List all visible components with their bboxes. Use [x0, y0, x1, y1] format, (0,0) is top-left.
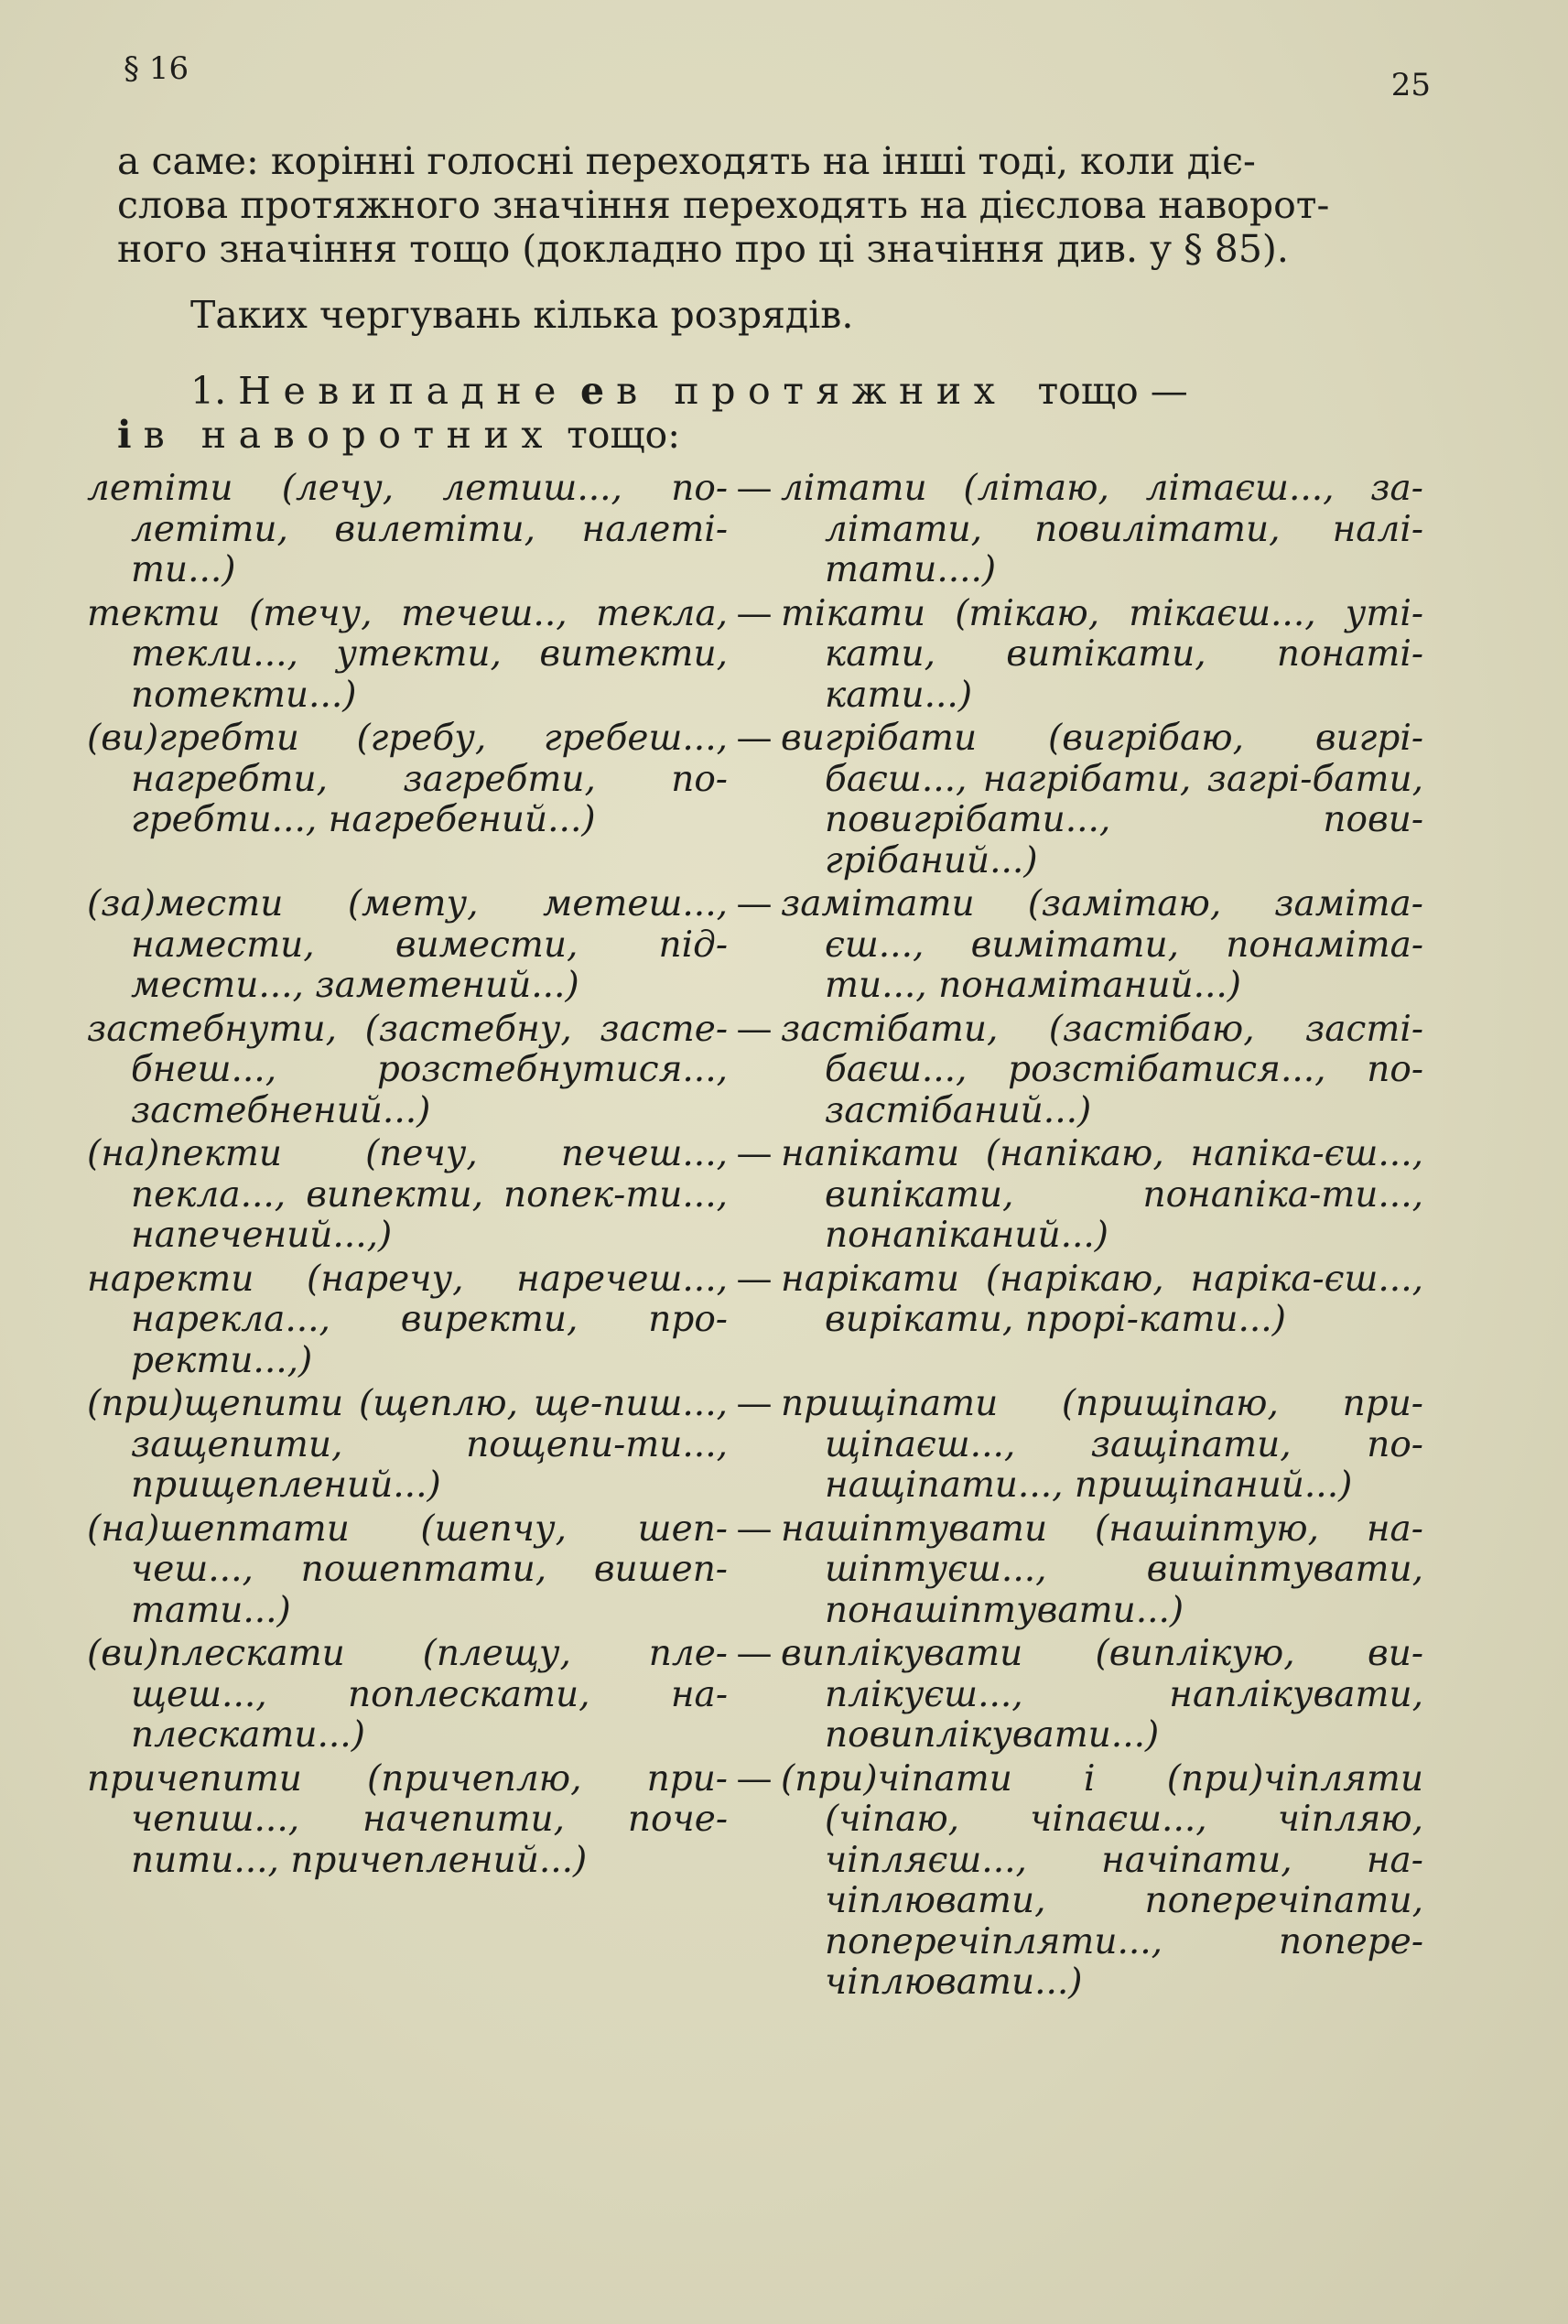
verb-pair-left: текти (течу, течеш.., текла, текли..., утекти, витекти, потекти...): [87, 592, 728, 716]
section-mark: § 16: [124, 50, 189, 87]
page-number: 25: [1390, 67, 1431, 103]
heading-navorotnykh: в наворотних: [143, 413, 556, 457]
verb-pair: [87, 719, 1423, 881]
types-sentence: Таких чергувань кілька розрядів.: [190, 293, 854, 337]
verb-pair-dash: —: [736, 1008, 773, 1050]
verb-pair-left: (ви)гребти (гребу, гребеш..., нагребти, загребти, по-гребти..., нагребений...): [87, 718, 728, 840]
verb-pair: [87, 1259, 1423, 1382]
verb-pair-dash: —: [736, 883, 773, 924]
running-head: [110, 50, 1431, 103]
verb-pair-dash: —: [736, 592, 773, 634]
verb-pair-dash: —: [736, 718, 773, 759]
verb-pair-right: нарікати (нарікаю, наріка-єш..., вирікати, прорі-кати...): [781, 1258, 1423, 1340]
verb-pair-left: (ви)плескати (плещу, пле-щеш..., поплескати, на-плескати...): [87, 1633, 728, 1756]
heading-letter-i: і: [117, 413, 132, 457]
verb-pair-right: літати (літаю, літаєш..., за-літати, повилітати, налі-тати....): [781, 468, 1423, 590]
heading-toshcho: тощо:: [567, 413, 681, 457]
verb-pair: [87, 1759, 1423, 2004]
heading-word-nevypadne: Невипадне: [238, 369, 568, 413]
verb-pair-left: летіти (лечу, летиш..., по-летіти, вилетіти, налеті-ти...): [87, 468, 728, 590]
verb-pair-dash: —: [736, 1633, 773, 1674]
heading-dash: —: [1150, 369, 1188, 413]
heading-letter-e: е: [580, 369, 605, 413]
verb-pair-left: наректи (наречу, наречеш..., нарекла..., виректи, про-ректи...,): [87, 1258, 728, 1381]
verb-pair: [87, 1384, 1423, 1507]
verb-pairs-list: [87, 469, 1423, 2006]
verb-pair-dash: —: [736, 1757, 773, 1800]
verb-pair-right: замітати (замітаю, заміта-єш..., вимітати, понаміта-ти..., понамітаний...): [781, 883, 1423, 1006]
verb-pair: [87, 594, 1423, 717]
verb-pair-dash: —: [736, 1383, 773, 1424]
verb-pair-right: вигрібати (вигрібаю, вигрі-баєш..., нагрібати, загрі-бати, повигрібати..., пови-грібаний...): [781, 718, 1423, 881]
verb-pair-right: нашіптувати (нашіптую, на-шіптуєш..., вишіптувати, понашіптувати...): [781, 1508, 1423, 1631]
verb-pair-right: виплікувати (виплікую, ви-плікуєш..., наплікувати, повиплікувати...): [781, 1633, 1423, 1756]
verb-pair-right: прищіпати (прищіпаю, при-щіпаєш..., защіпати, по-нащіпати..., прищіпаний...): [781, 1383, 1423, 1506]
intro-line: а саме: корінні голосні переходять на інші тоді, коли діє-: [117, 139, 1256, 183]
heading-toshcho: тощо: [1037, 369, 1139, 413]
heading-number: 1.: [190, 369, 227, 413]
heading-protiazhnykh: в протяжних: [616, 369, 1008, 413]
verb-pair-dash: —: [736, 1133, 773, 1174]
verb-pair: [87, 469, 1423, 591]
verb-pair: [87, 1010, 1423, 1132]
verb-pair-right: тікати (тікаю, тікаєш..., уті-кати, витікати, понаті-кати...): [781, 592, 1423, 716]
verb-pair-right: застібати, (застібаю, засті-баєш..., розстібатися..., по-застібаний...): [781, 1008, 1423, 1131]
intro-line: ного значіння тощо (докладно про ці значіння див. у § 85).: [117, 227, 1289, 271]
verb-pair: [87, 884, 1423, 1007]
verb-pair: [87, 1634, 1423, 1757]
verb-pair-left: (за)мести (мету, метеш..., намести, вимести, під-мести..., заметений...): [87, 883, 728, 1006]
verb-pair: [87, 1509, 1423, 1632]
verb-pair-left: застебнути, (застебну, засте-бнеш..., розстебнутися..., застебнений...): [87, 1008, 728, 1131]
verb-pair-dash: —: [736, 1508, 773, 1550]
section-heading: [117, 369, 1417, 457]
intro-line: слова протяжного значіння переходять на дієслова наворот-: [117, 183, 1330, 227]
verb-pair: [87, 1134, 1423, 1257]
verb-pair-left: (на)пекти (печу, печеш..., пекла..., випекти, попек-ти..., напечений...,): [87, 1133, 728, 1256]
verb-pair-left: (при)щепити (щеплю, ще-пиш..., защепити, пощепи-ти..., прищеплений...): [87, 1383, 728, 1506]
verb-pair-left: (на)шептати (шепчу, шеп-чеш..., пошептати, вишеп-тати...): [87, 1508, 728, 1631]
verb-pair-dash: —: [736, 1258, 773, 1300]
intro-paragraph: [117, 139, 1417, 271]
verb-pair-right: (при)чіпати і (при)чіпляти (чіпаю, чіпаєш..., чіпляю, чіпляєш..., начіпати, на-чіплювати, поперечіпати, поперечіпляти..., попере-чіплювати...): [781, 1757, 1423, 2003]
verb-pair-dash: —: [736, 468, 773, 509]
verb-pair-right: напікати (напікаю, напіка-єш..., випікати, понапіка-ти..., понапіканий...): [781, 1133, 1423, 1256]
verb-pair-left: причепити (причеплю, при-чепиш..., начепити, поче-пити..., причеплений...): [87, 1757, 728, 1881]
